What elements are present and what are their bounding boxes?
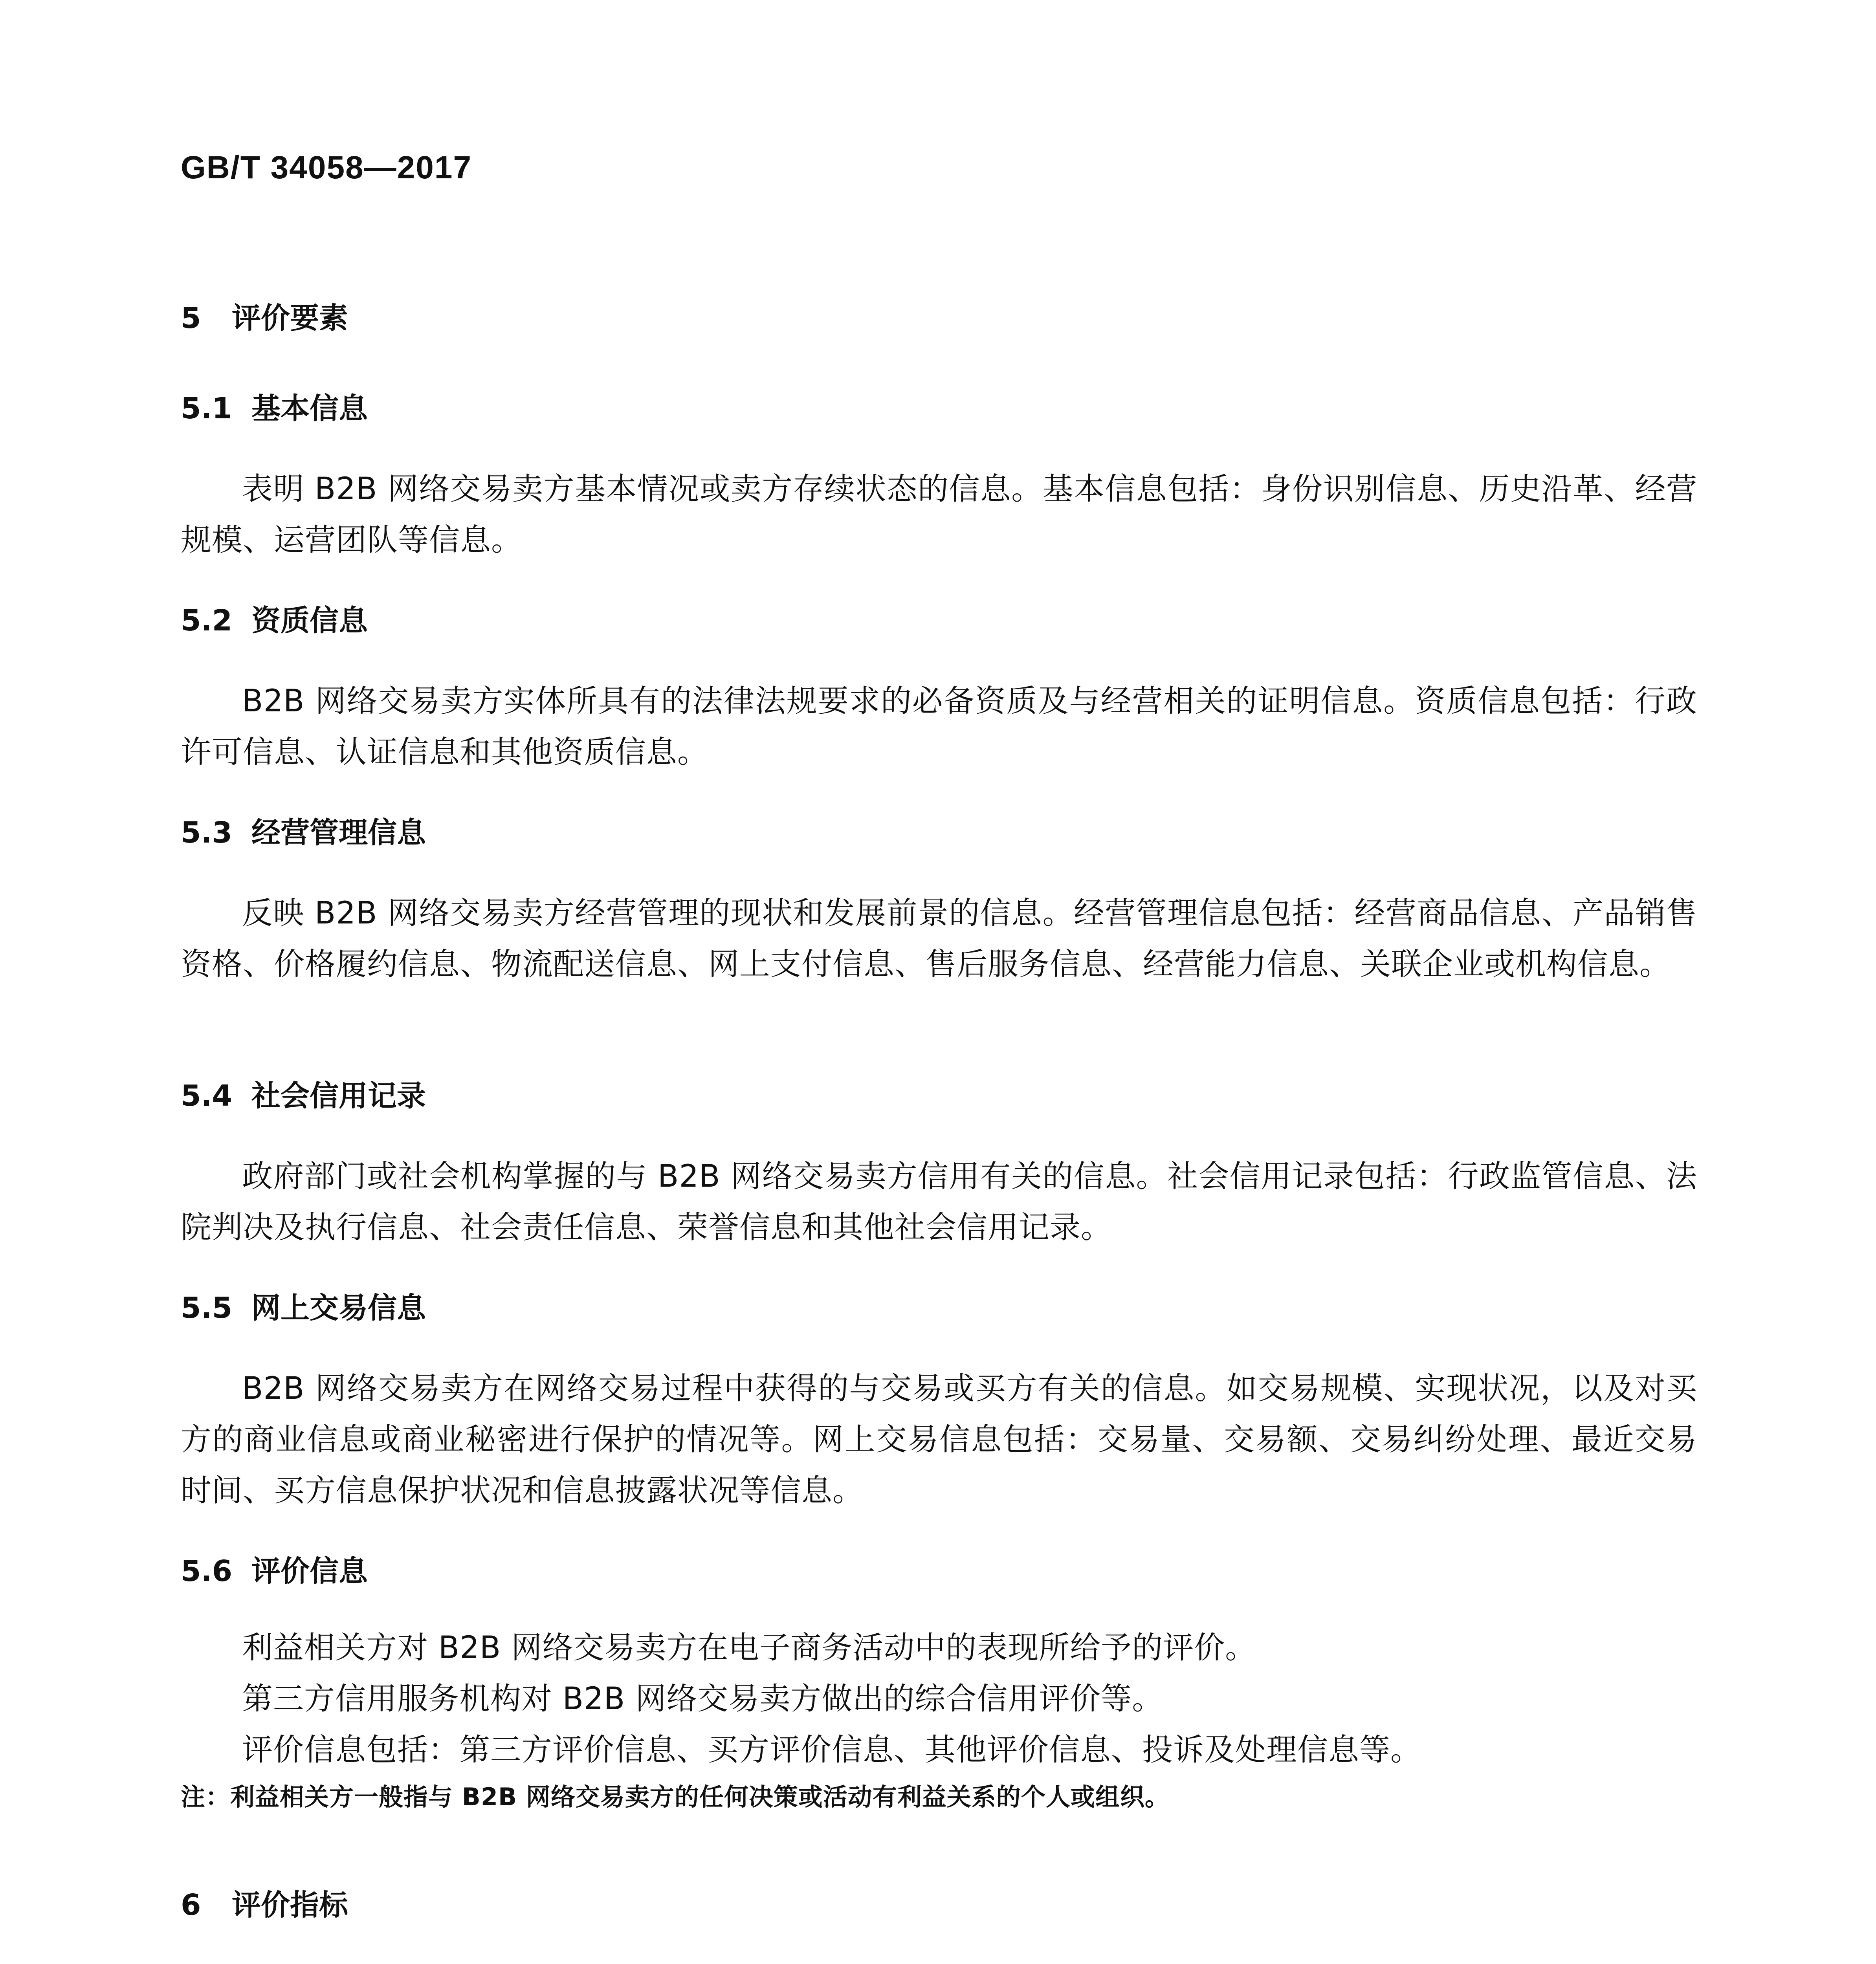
- section-title: 基本信息: [251, 392, 368, 425]
- section-number: 5: [181, 301, 201, 335]
- section-5-2-body: B2B 网络交易卖方实体所具有的法律法规要求的必备资质及与经营相关的证明信息。资质信息包括：行政许可信息、认证信息和其他资质信息。: [181, 683, 1697, 770]
- section-title: 评价指标: [232, 1888, 348, 1922]
- section-title: 资质信息: [251, 604, 368, 638]
- section-5-6-note: 注：利益相关方一般指与 B2B 网络交易卖方的任何决策或活动有利益关系的个人或组织。: [181, 1783, 1170, 1811]
- section-title: 社会信用记录: [251, 1079, 426, 1113]
- section-number: 6: [181, 1888, 201, 1922]
- section-5-1-body: 表明 B2B 网络交易卖方基本情况或卖方存续状态的信息。基本信息包括：身份识别信息、历史沿革、经营规模、运营团队等信息。: [181, 471, 1697, 558]
- section-title: 网上交易信息: [251, 1291, 426, 1325]
- section-number: 5.4: [181, 1079, 233, 1113]
- section-title: 评价信息: [251, 1554, 368, 1588]
- section-title: 经营管理信息: [251, 816, 426, 850]
- section-5-6-line-3: 评价信息包括：第三方评价信息、买方评价信息、其他评价信息、投诉及处理信息等。: [242, 1732, 1422, 1768]
- section-6-heading: [181, 1885, 1697, 1925]
- section-5-5-heading: [181, 1288, 1697, 1328]
- section-number: 5.2: [181, 604, 233, 638]
- section-number: 5.5: [181, 1291, 233, 1325]
- section-5-3-heading: [181, 813, 1697, 852]
- section-number: 5.3: [181, 816, 233, 850]
- section-5-1-heading: [181, 389, 1697, 428]
- section-5-2-heading: [181, 601, 1697, 640]
- section-5-6-line-2: 第三方信用服务机构对 B2B 网络交易卖方做出的综合信用评价等。: [242, 1681, 1163, 1717]
- section-number: 5.1: [181, 392, 233, 425]
- section-5-4-heading: [181, 1076, 1697, 1116]
- section-number: 5.6: [181, 1554, 233, 1588]
- section-5-6-line-1: 利益相关方对 B2B 网络交易卖方在电子商务活动中的表现所给予的评价。: [242, 1630, 1256, 1665]
- document-code: GB/T 34058—2017: [181, 150, 472, 185]
- section-5-6-heading: [181, 1552, 1697, 1591]
- section-5-3-body: 反映 B2B 网络交易卖方经营管理的现状和发展前景的信息。经营管理信息包括：经营商品信息、产品销售资格、价格履约信息、物流配送信息、网上支付信息、售后服务信息、经营能力信息、关联企业或机构信息。: [181, 896, 1697, 982]
- section-title: 评价要素: [232, 301, 348, 335]
- section-5-4-body: 政府部门或社会机构掌握的与 B2B 网络交易卖方信用有关的信息。社会信用记录包括：行政监管信息、法院判决及执行信息、社会责任信息、荣誉信息和其他社会信用记录。: [181, 1159, 1697, 1245]
- section-5-5-body: B2B 网络交易卖方在网络交易过程中获得的与交易或买方有关的信息。如交易规模、实现状况，以及对买方的商业信息或商业秘密进行保护的情况等。网上交易信息包括：交易量、交易额、交易纠纷处理、最近交易时间、买方信息保护状况和信息披露状况等信息。: [181, 1371, 1697, 1508]
- section-5-heading: [181, 299, 1697, 338]
